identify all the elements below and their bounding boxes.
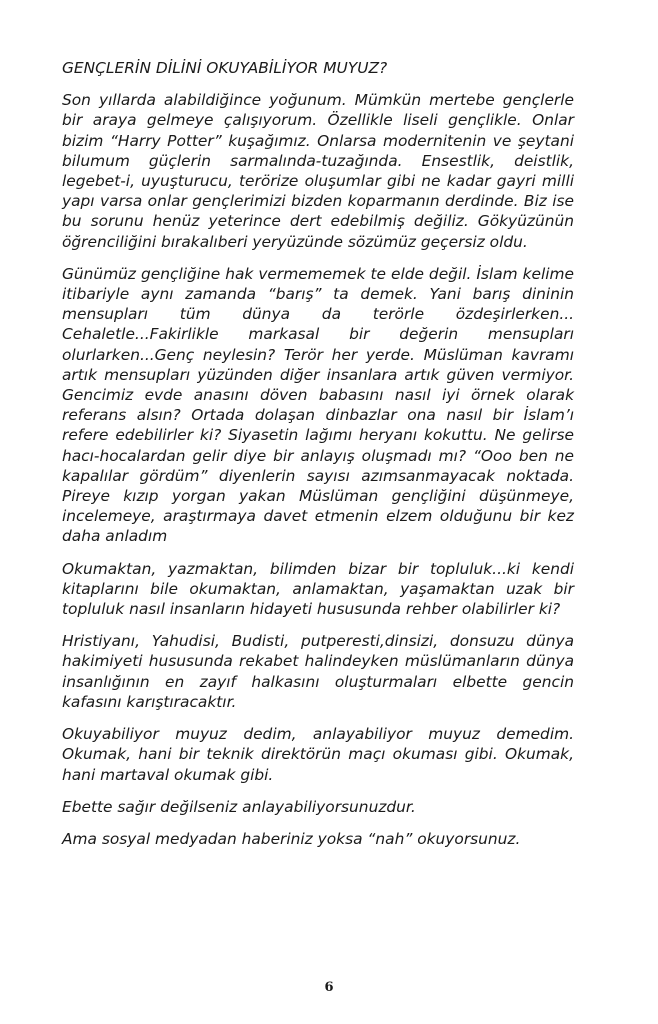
paragraph-1: Son yıllarda alabildiğince yoğunum. Mümkün mertebe gençlerle bir araya gelmeye çalışıyorum. Özellikle liseli gençlikle. Onlar bizim “Harry Potter” kuşağımız. Onlarsa modernitenin ve şeytani bilumum güçlerin sarmalında-tuzağında. Ensestlik, deistlik, legebet-i, uyuşturucu, terörize oluşumlar gibi ne kadar gayri milli yapı varsa onlar gençlerimizi bizden koparmanın derdinde. Biz ise bu sorunu henüz yeterince dert edebilmiş değiliz. Gökyüzünün öğrenciliğini bırakalıberi yeryüzünde sözümüz geçersiz oldu. xyxy=(62,91,574,251)
paragraph-5: Okuyabiliyor muyuz dedim, anlayabiliyor muyuz demedim. Okumak, hani bir teknik direktörün maçı okuması gibi. Okumak, hani martaval okumak gibi. xyxy=(62,725,574,784)
paragraph-3: Okumaktan, yazmaktan, bilimden bizar bir topluluk...ki kendi kitaplarını bile okumaktan, anlamaktan, yaşamaktan uzak bir topluluk nasıl insanların hidayeti hususunda rehber olabilirler ki? xyxy=(62,559,574,619)
page-body xyxy=(62,58,574,861)
page-number: 6 xyxy=(324,980,334,995)
paragraph-6: Ebette sağır değilseniz anlayabiliyorsunuzdur. xyxy=(62,797,416,816)
paragraph-2: Günümüz gençliğine hak vermememek te elde değil. İslam kelime itibariyle aynı zamanda “barış” ta demek. Yani barış dininin mensupları tüm dünya da terörle özdeşirlerken... Cehaletle...Fakirlikle markasal bir değerin mensupları olurlarken...Genç neylesin? Terör her yerde. Müslüman kavramı artık mensupları yüzünden diğer insanlara artık güven vermiyor. Gencimiz evde anasını döven babasını nasıl iyi örnek olarak referans alsın? Ortada dolaşan dinbazlar ona nasıl bir İslam’ı refere edebilirler ki? Siyasetin lağımı heryanı kokuttu. Ne gelirse hacı-hocalardan gelir diye bir anlayış oluşmadı mı? “Ooo ben ne kapalılar gördüm” diyenlerin sayısı azımsanmayacak noktada. Pireye kızıp yorgan yakan Müslüman gençliğini düşünmeye, incelemeye, araştırmaya davet etmenin elzem olduğunu bir kez daha anladım xyxy=(62,264,574,546)
paragraph-7: Ama sosyal medyadan haberiniz yoksa “nah” okuyorsunuz. xyxy=(62,829,521,848)
page-title: GENÇLERİN DİLİNİ OKUYABİLİYOR MUYUZ? xyxy=(62,59,388,77)
paragraph-4: Hristiyanı, Yahudisi, Budisti, putperesti,dinsizi, donsuzu dünya hakimiyeti hususunda rekabet halindeyken müslümanların dünya insanlığının en zayıf halkasını oluşturmaları elbette gencin kafasını karıştıracaktır. xyxy=(62,632,574,711)
